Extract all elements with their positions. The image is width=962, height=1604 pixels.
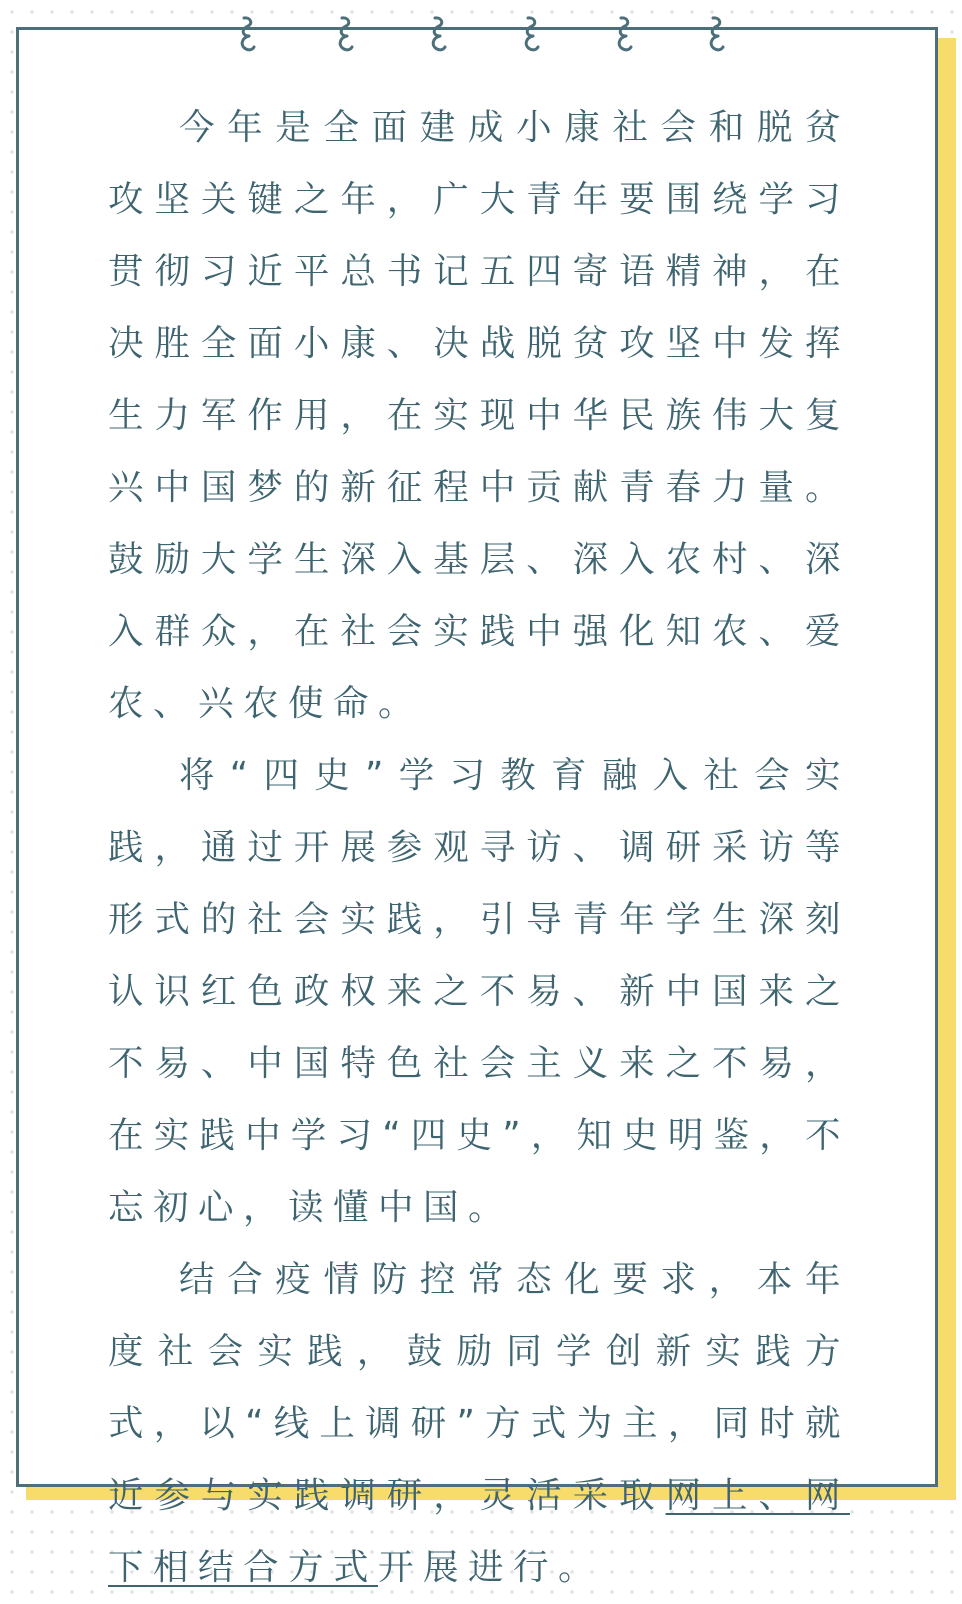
paragraph-1: 今年是全面建成小康社会和脱贫攻坚关键之年，广大青年要围绕学习贯彻习近平总书记五四寄语精神，在决胜全面小康、决战脱贫攻坚中发挥生力军作用，在实现中华民族伟大复兴中国梦的新征程中贡献青春力量。鼓励大学生深入基层、深入农村、深入群众，在社会实践中强化知农、爱农、兴农使命。: [108, 107, 850, 724]
underlined-phrase: 网上、网下相结合方式: [108, 1475, 850, 1588]
spiral-binding: [0, 0, 962, 70]
spiral-ring-icon: [707, 14, 729, 54]
spiral-ring-icon: [238, 14, 260, 54]
article-body: [108, 92, 850, 1604]
paragraph-3-ending: 开展进行。: [378, 1547, 604, 1588]
spiral-ring-icon: [615, 14, 637, 54]
paragraph-2: 将“四史”学习教育融入社会实践，通过开展参观寻访、调研采访等形式的社会实践，引导青年学生深刻认识红色政权来之不易、新中国来之不易、中国特色社会主义来之不易，在实践中学习“四史”，知史明鉴，不忘初心，读懂中国。: [108, 755, 850, 1228]
spiral-ring-icon: [429, 14, 451, 54]
paragraph-3: [108, 1244, 850, 1604]
paragraph-3-text: 结合疫情防控常态化要求，本年度社会实践，鼓励同学创新实践方式，以“线上调研”方式为主，同时就近参与实践调研，灵活采取: [108, 1259, 850, 1516]
spiral-ring-icon: [522, 14, 544, 54]
spiral-ring-icon: [336, 14, 358, 54]
